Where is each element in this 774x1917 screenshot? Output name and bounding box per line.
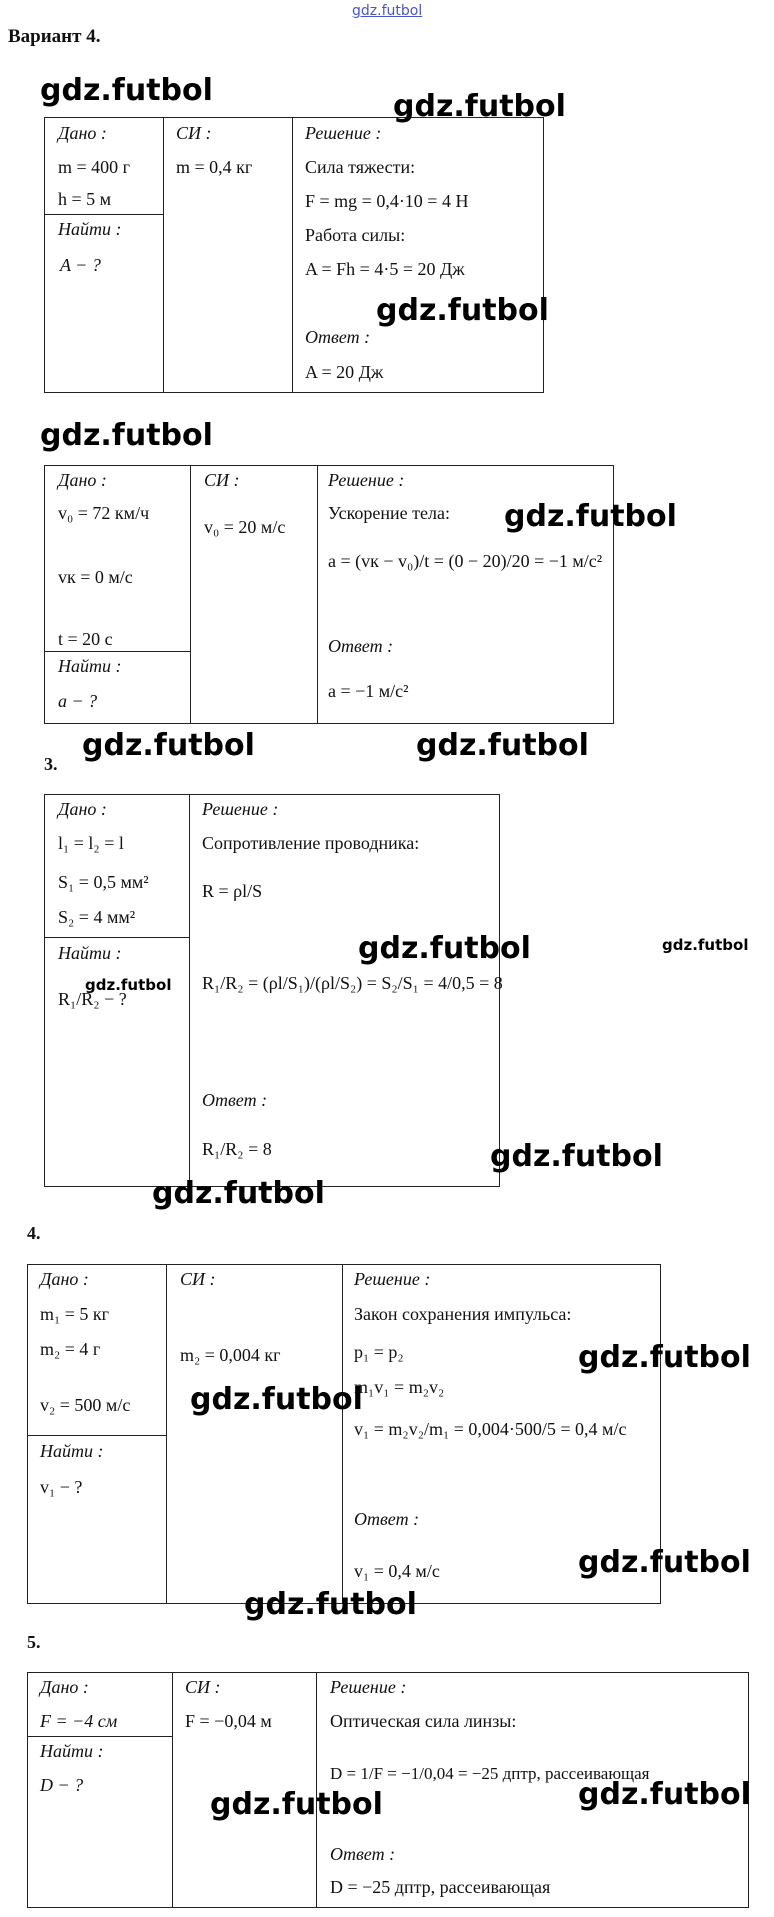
solution-line: Закон сохранения импульса: — [354, 1304, 572, 1324]
watermark: gdz.futbol — [85, 976, 172, 994]
solution-line: Ускорение тела: — [328, 503, 450, 523]
watermark: gdz.futbol — [504, 499, 677, 534]
column-divider — [292, 117, 293, 393]
si-item: v₀ = 20 м/с — [204, 517, 286, 537]
si-item: F = −0,04 м — [185, 1711, 272, 1731]
si-item: m = 0,4 кг — [176, 157, 253, 177]
watermark: gdz.futbol — [244, 1587, 417, 1622]
answer-value: v₁ = 0,4 м/с — [354, 1561, 440, 1581]
watermark: gdz.futbol — [82, 728, 255, 763]
find-item: a − ? — [58, 691, 98, 711]
si-item: m₂ = 0,004 кг — [180, 1345, 281, 1365]
si-label: СИ : — [176, 123, 212, 143]
solution-line: Работа силы: — [305, 225, 406, 245]
given-label: Дано : — [40, 1677, 89, 1697]
given-item: t = 20 с — [58, 629, 113, 649]
column-divider — [189, 794, 190, 1187]
given-item: l₁ = l₂ = l — [58, 833, 124, 853]
solution-line: a = (vк − v₀)/t = (0 − 20)/20 = −1 м/с² — [328, 551, 603, 571]
answer-label: Ответ : — [354, 1509, 420, 1529]
solution-label: Решение : — [305, 123, 382, 143]
row-divider — [44, 214, 163, 215]
watermark: gdz.futbol — [416, 728, 589, 763]
row-divider — [44, 937, 189, 938]
problem-number: 4. — [27, 1223, 41, 1243]
answer-value: a = −1 м/с² — [328, 681, 409, 701]
given-item: h = 5 м — [58, 189, 112, 209]
find-item: D − ? — [40, 1775, 84, 1795]
answer-value: R₁/R₂ = 8 — [202, 1139, 272, 1159]
solution-line: Сила тяжести: — [305, 157, 416, 177]
solution-line: R = ρl/S — [202, 881, 263, 901]
given-label: Дано : — [40, 1269, 89, 1289]
find-item: R₁/R₂ − ? — [58, 989, 127, 1009]
column-divider — [342, 1264, 343, 1604]
answer-label: Ответ : — [328, 636, 394, 656]
watermark: gdz.futbol — [152, 1176, 325, 1211]
answer-value: D = −25 дптр, рассеивающая — [330, 1877, 551, 1897]
row-divider — [44, 651, 190, 652]
given-item: m = 400 г — [58, 157, 131, 177]
given-item: v₂ = 500 м/с — [40, 1395, 131, 1415]
answer-label: Ответ : — [330, 1844, 396, 1864]
watermark: gdz.futbol — [490, 1139, 663, 1174]
column-divider — [172, 1672, 173, 1908]
solution-label: Решение : — [354, 1269, 431, 1289]
find-label: Найти : — [58, 219, 122, 239]
solution-label: Решение : — [202, 799, 279, 819]
column-divider — [163, 117, 164, 393]
watermark: gdz.futbol — [210, 1787, 383, 1822]
given-item: m₁ = 5 кг — [40, 1304, 110, 1324]
solution-line: m₁v₁ = m₂v₂ — [354, 1377, 445, 1397]
answer-value: A = 20 Дж — [305, 362, 384, 382]
watermark: gdz.futbol — [578, 1340, 751, 1375]
watermark: gdz.futbol — [393, 89, 566, 124]
watermark: gdz.futbol — [40, 73, 213, 108]
si-label: СИ : — [204, 470, 240, 490]
solution-line: Сопротивление проводника: — [202, 833, 420, 853]
given-label: Дано : — [58, 799, 107, 819]
variant-title: Вариант 4. — [8, 26, 101, 47]
find-label: Найти : — [58, 656, 122, 676]
given-item: vк = 0 м/с — [58, 567, 133, 587]
si-label: СИ : — [185, 1677, 221, 1697]
row-divider — [27, 1736, 172, 1737]
given-label: Дано : — [58, 123, 107, 143]
find-label: Найти : — [40, 1741, 104, 1761]
solution-label: Решение : — [328, 470, 405, 490]
problem-number: 3. — [44, 754, 58, 774]
watermark: gdz.futbol — [40, 418, 213, 453]
solution-line: A = Fh = 4·5 = 20 Дж — [305, 259, 465, 279]
solution-label: Решение : — [330, 1677, 407, 1697]
solution-line: p₁ = p₂ — [354, 1342, 404, 1362]
answer-label: Ответ : — [202, 1090, 268, 1110]
watermark: gdz.futbol — [662, 936, 749, 954]
watermark: gdz.futbol — [578, 1777, 751, 1812]
find-label: Найти : — [40, 1441, 104, 1461]
watermark: gdz.futbol — [578, 1545, 751, 1580]
find-item: A − ? — [60, 255, 101, 275]
row-divider — [27, 1435, 166, 1436]
header-watermark: gdz.futbol — [352, 3, 423, 19]
watermark: gdz.futbol — [376, 293, 549, 328]
answer-label: Ответ : — [305, 327, 371, 347]
find-label: Найти : — [58, 943, 122, 963]
given-item: S₁ = 0,5 мм² — [58, 872, 149, 892]
given-label: Дано : — [58, 470, 107, 490]
watermark: gdz.futbol — [358, 931, 531, 966]
solution-line: D = 1/F = −1/0,04 = −25 дптр, рассеивающая — [330, 1764, 650, 1783]
column-divider — [166, 1264, 167, 1604]
given-item: v₀ = 72 км/ч — [58, 503, 150, 523]
problem-number: 5. — [27, 1632, 41, 1652]
solution-line: R₁/R₂ = (ρl/S₁)/(ρl/S₂) = S₂/S₁ = 4/0,5 = 8 — [202, 973, 503, 993]
solution-line: F = mg = 0,4·10 = 4 Н — [305, 191, 469, 211]
find-item: v₁ − ? — [40, 1477, 83, 1497]
watermark: gdz.futbol — [190, 1382, 363, 1417]
si-label: СИ : — [180, 1269, 216, 1289]
given-item: m₂ = 4 г — [40, 1339, 101, 1359]
solution-line: Оптическая сила линзы: — [330, 1711, 517, 1731]
solution-line: v₁ = m₂v₂/m₁ = 0,004·500/5 = 0,4 м/с — [354, 1419, 627, 1439]
given-item: F = −4 см — [40, 1711, 118, 1731]
column-divider — [317, 465, 318, 724]
column-divider — [190, 465, 191, 724]
given-item: S₂ = 4 мм² — [58, 907, 136, 927]
